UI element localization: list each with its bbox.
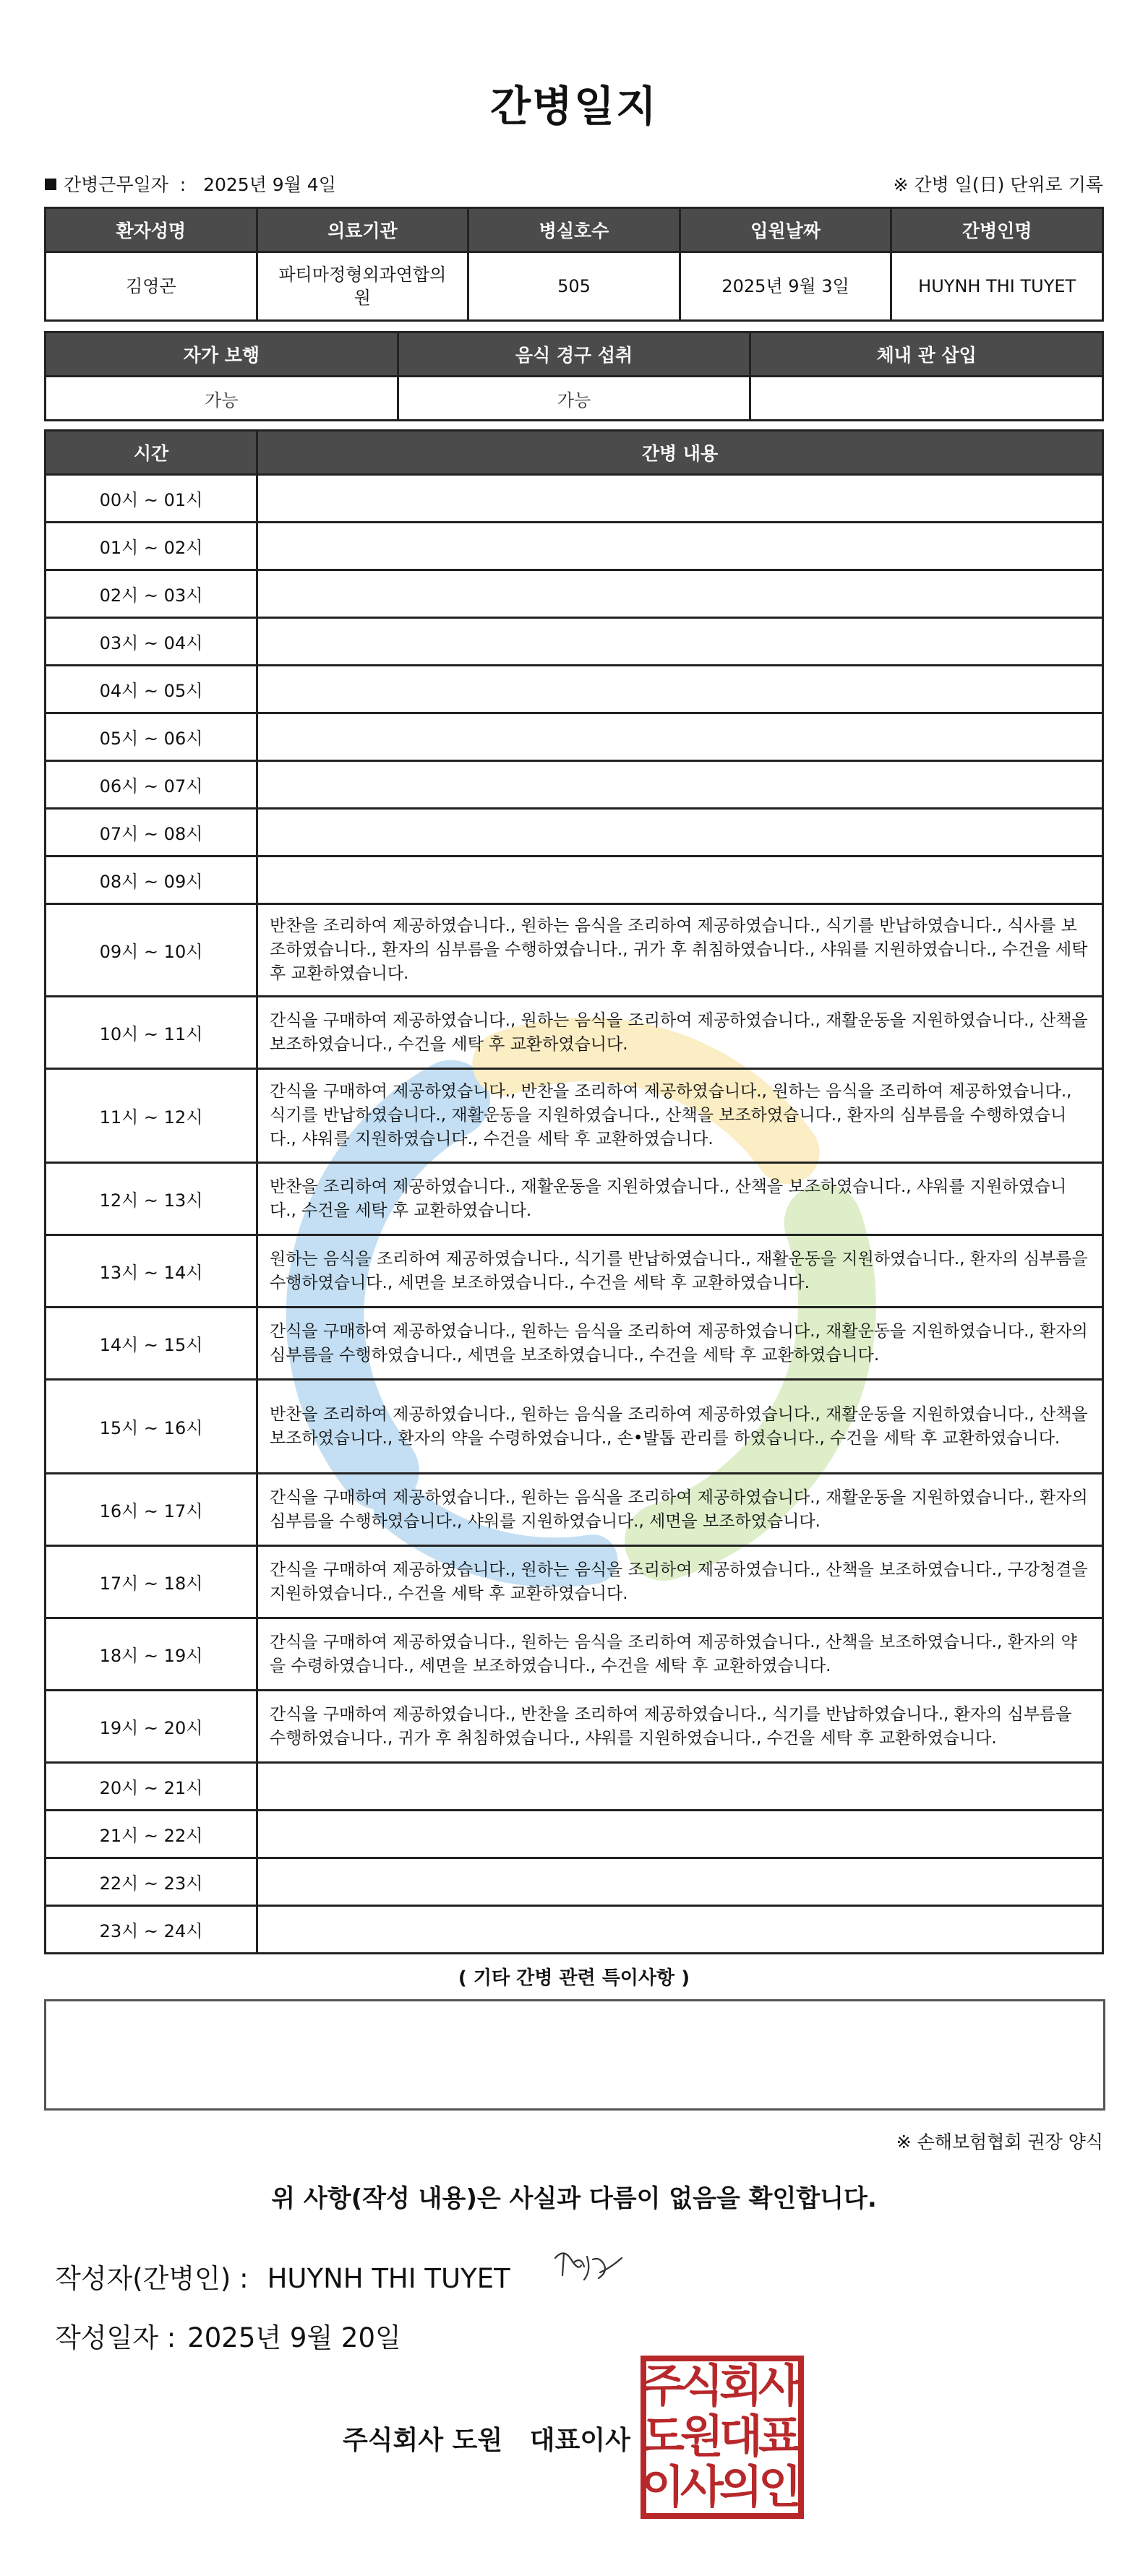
time-slot: 03시 ~ 04시: [46, 618, 257, 666]
table-row: [46, 1906, 1103, 1954]
writer-label: 작성자(간병인) :: [55, 2263, 249, 2294]
patient-status-table: [44, 331, 1104, 421]
seal-character: 사: [758, 2359, 802, 2412]
square-bullet-icon: [45, 179, 56, 190]
time-slot: 09시 ~ 10시: [46, 904, 257, 997]
time-slot: 20시 ~ 21시: [46, 1763, 257, 1811]
seal-character: 대: [719, 2410, 763, 2463]
seal-character: 식: [680, 2359, 724, 2412]
care-content: 간식을 구매하여 제공하였습니다., 원하는 음식을 조리하여 제공하였습니다., 재활운동을 지원하였습니다., 산책을 보조하였습니다., 수건을 세탁 후 교환하였습니다.: [257, 997, 1103, 1069]
writer-name: HUYNH THI TUYET: [267, 2263, 510, 2294]
kidi-note: ※ 손해보험협회 권장 양식: [896, 2131, 1103, 2152]
table-row: [46, 570, 1103, 618]
header-caregiver-name: 간병인명: [891, 208, 1103, 252]
time-slot: 01시 ~ 02시: [46, 523, 257, 570]
table-row: [46, 475, 1103, 523]
table-row: [46, 1618, 1103, 1691]
table-row: [46, 1811, 1103, 1858]
header-care-content: 간병 내용: [257, 431, 1103, 475]
table-row: [46, 1691, 1103, 1763]
time-slot: 11시 ~ 12시: [46, 1069, 257, 1163]
care-content: 간식을 구매하여 제공하였습니다., 반찬을 조리하여 제공하였습니다., 식기를 반납하였습니다., 환자의 심부름을 수행하였습니다., 귀가 후 취침하였습니다., 샤워를 지원하였습니다., 수건을 세탁 후 교환하였습니다.: [257, 1691, 1103, 1763]
room-number: 505: [468, 252, 680, 321]
table-row: [46, 1235, 1103, 1308]
care-content: [257, 713, 1103, 761]
time-slot: 22시 ~ 23시: [46, 1858, 257, 1906]
care-content: [257, 1906, 1103, 1954]
time-slot: 10시 ~ 11시: [46, 997, 257, 1069]
table-row: [46, 1069, 1103, 1163]
written-date-value: 2025년 9월 20일: [187, 2322, 401, 2353]
time-slot: 07시 ~ 08시: [46, 809, 257, 856]
care-content: 반찬을 조리하여 제공하였습니다., 재활운동을 지원하였습니다., 산책을 보조하였습니다., 샤워를 지원하였습니다., 수건을 세탁 후 교환하였습니다.: [257, 1163, 1103, 1235]
table-header-row: [46, 208, 1103, 252]
table-row: [46, 1546, 1103, 1618]
institution: [257, 252, 468, 321]
special-notes-box: [44, 1999, 1105, 2111]
table-row: [46, 997, 1103, 1069]
table-row: [46, 1380, 1103, 1474]
time-slot: 17시 ~ 18시: [46, 1546, 257, 1618]
table-header-row: [46, 431, 1103, 475]
care-content: 반찬을 조리하여 제공하였습니다., 원하는 음식을 조리하여 제공하였습니다., 재활운동을 지원하였습니다., 산책을 보조하였습니다., 환자의 약을 수령하였습니다., 손•발톱 관리를 하였습니다., 수건을 세탁 후 교환하였습니다.: [257, 1380, 1103, 1474]
caregiver-name: HUYNH THI TUYET: [891, 252, 1103, 321]
care-content: 원하는 음식을 조리하여 제공하였습니다., 식기를 반납하였습니다., 재활운동을 지원하였습니다., 환자의 심부름을 수행하였습니다., 세면을 보조하였습니다., 수건을 세탁 후 교환하였습니다.: [257, 1235, 1103, 1308]
care-content: [257, 523, 1103, 570]
seal-character: 도: [641, 2410, 685, 2463]
time-slot: 14시 ~ 15시: [46, 1308, 257, 1380]
writer-line: [55, 2257, 510, 2296]
time-slot: 06시 ~ 07시: [46, 761, 257, 809]
care-content: 간식을 구매하여 제공하였습니다., 원하는 음식을 조리하여 제공하였습니다., 재활운동을 지원하였습니다., 환자의 심부름을 수행하였습니다., 세면을 보조하였습니다., 수건을 세탁 후 교환하였습니다.: [257, 1308, 1103, 1380]
care-content: [257, 666, 1103, 713]
tube-insertion-value: [750, 377, 1103, 421]
care-content: 간식을 구매하여 제공하였습니다., 반찬을 조리하여 제공하였습니다., 원하는 음식을 조리하여 제공하였습니다., 식기를 반납하였습니다., 재활운동을 지원하였습니다., 산책을 보조하였습니다., 환자의 심부름을 수행하였습니다., 샤워를 지원하였습니다., 수건을 세탁 후 교환하였습니다.: [257, 1069, 1103, 1163]
work-date: 간병근무일자 : 2025년 9월 4일: [45, 171, 336, 197]
patient-name: 김영곤: [46, 252, 257, 321]
seal-character: 표: [758, 2410, 802, 2463]
seal-character: 사: [680, 2460, 724, 2513]
table-row: [46, 713, 1103, 761]
care-content: [257, 475, 1103, 523]
care-content: 간식을 구매하여 제공하였습니다., 원하는 음식을 조리하여 제공하였습니다., 재활운동을 지원하였습니다., 환자의 심부름을 수행하였습니다., 샤워를 지원하였습니다., 세면을 보조하였습니다.: [257, 1474, 1103, 1546]
table-header-row: [46, 332, 1103, 377]
institution-text: 파티마정형외과연합의원: [278, 265, 447, 308]
care-content: [257, 761, 1103, 809]
time-slot: 16시 ~ 17시: [46, 1474, 257, 1546]
care-content: 간식을 구매하여 제공하였습니다., 원하는 음식을 조리하여 제공하였습니다., 산책을 보조하였습니다., 구강청결을 지원하였습니다., 수건을 세탁 후 교환하였습니다.: [257, 1546, 1103, 1618]
work-date-value: 2025년 9월 4일: [203, 174, 336, 195]
table-row: [46, 377, 1103, 421]
seal-character: 주: [641, 2359, 685, 2412]
time-slot: 05시 ~ 06시: [46, 713, 257, 761]
seal-character: 원: [680, 2410, 724, 2463]
unit-note: ※ 간병 일(日) 단위로 기록: [893, 174, 1103, 195]
header-room: 병실호수: [468, 208, 680, 252]
time-slot: 19시 ~ 20시: [46, 1691, 257, 1763]
care-content: [257, 856, 1103, 904]
confirmation-statement: 위 사항(작성 내용)은 사실과 다름이 없음을 확인합니다.: [271, 2184, 877, 2213]
header-oral-intake: 음식 경구 섭취: [398, 332, 750, 377]
work-date-label: 간병근무일자: [64, 174, 168, 195]
table-row: [46, 252, 1103, 321]
header-patient-name: 환자성명: [46, 208, 257, 252]
company-seal: [640, 2355, 805, 2520]
seal-character: 인: [758, 2460, 802, 2513]
table-row: [46, 523, 1103, 570]
care-content: 간식을 구매하여 제공하였습니다., 원하는 음식을 조리하여 제공하였습니다., 산책을 보조하였습니다., 환자의 약을 수령하였습니다., 세면을 보조하였습니다., 수건을 세탁 후 교환하였습니다.: [257, 1618, 1103, 1691]
table-row: [46, 809, 1103, 856]
care-content: 반찬을 조리하여 제공하였습니다., 원하는 음식을 조리하여 제공하였습니다., 식기를 반납하였습니다., 식사를 보조하였습니다., 환자의 심부름을 수행하였습니다., 귀가 후 취침하였습니다., 샤워를 지원하였습니다., 수건을 세탁 후 교환하였습니다.: [257, 904, 1103, 997]
care-content: [257, 618, 1103, 666]
table-row: [46, 1763, 1103, 1811]
self-walking-value: 가능: [46, 377, 398, 421]
patient-info-table: [44, 207, 1104, 322]
header-time: 시간: [46, 431, 257, 475]
company-representative: 주식회사 도원 대표이사: [343, 2426, 630, 2455]
header-tube-insertion: 체내 관 삽입: [750, 332, 1103, 377]
time-slot: 02시 ~ 03시: [46, 570, 257, 618]
table-row: [46, 666, 1103, 713]
table-row: [46, 1308, 1103, 1380]
care-content: [257, 570, 1103, 618]
table-row: [46, 1474, 1103, 1546]
care-log-body: [46, 475, 1103, 1954]
time-slot: 04시 ~ 05시: [46, 666, 257, 713]
written-date-label: 작성일자 :: [55, 2322, 176, 2353]
special-notes-title: ( 기타 간병 관련 특이사항 ): [458, 1967, 690, 1989]
header-institution: 의료기관: [257, 208, 468, 252]
care-content: [257, 809, 1103, 856]
time-slot: 08시 ~ 09시: [46, 856, 257, 904]
time-slot: 21시 ~ 22시: [46, 1811, 257, 1858]
care-log-table: [44, 429, 1104, 1954]
care-content: [257, 1858, 1103, 1906]
table-row: [46, 904, 1103, 997]
table-row: [46, 1163, 1103, 1235]
oral-intake-value: 가능: [398, 377, 750, 421]
time-slot: 00시 ~ 01시: [46, 475, 257, 523]
seal-character: 회: [719, 2359, 763, 2412]
handwritten-signature: [549, 2244, 629, 2291]
time-slot: 15시 ~ 16시: [46, 1380, 257, 1474]
admission-date: 2025년 9월 3일: [680, 252, 891, 321]
header-admission-date: 입원날짜: [680, 208, 891, 252]
table-row: [46, 856, 1103, 904]
table-row: [46, 618, 1103, 666]
table-row: [46, 761, 1103, 809]
table-row: [46, 1858, 1103, 1906]
time-slot: 23시 ~ 24시: [46, 1906, 257, 1954]
time-slot: 18시 ~ 19시: [46, 1618, 257, 1691]
page-title: 간병일지: [489, 82, 659, 131]
written-date-line: [55, 2316, 401, 2355]
care-content: [257, 1811, 1103, 1858]
seal-character: 이: [641, 2460, 685, 2513]
seal-character: 의: [719, 2460, 763, 2513]
time-slot: 12시 ~ 13시: [46, 1163, 257, 1235]
care-content: [257, 1763, 1103, 1811]
time-slot: 13시 ~ 14시: [46, 1235, 257, 1308]
header-self-walking: 자가 보행: [46, 332, 398, 377]
